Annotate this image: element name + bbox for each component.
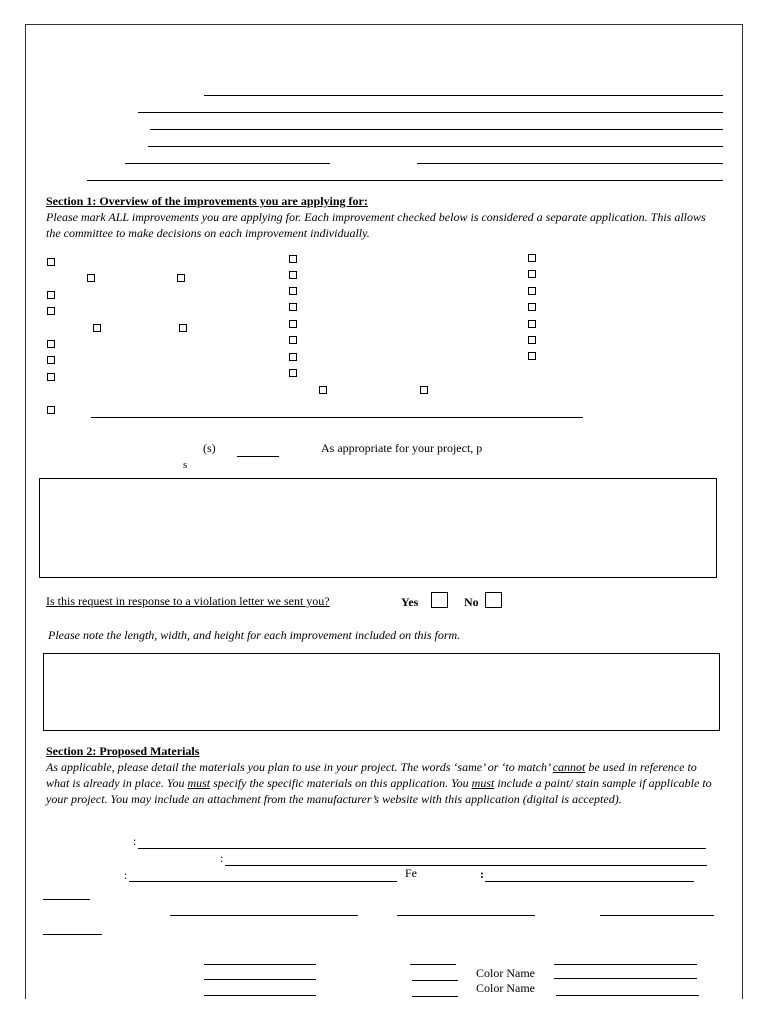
yes-label: Yes: [401, 595, 419, 609]
improvement-checkbox[interactable]: [528, 254, 536, 262]
material-line-5[interactable]: [43, 899, 90, 900]
section2-text-2: be used in reference to what is already in place. You: [46, 760, 697, 790]
color-line[interactable]: [410, 964, 456, 965]
header-line-5a[interactable]: [125, 163, 330, 164]
section1-heading: Section 1: Overview of the improvements you are applying for:: [46, 194, 368, 208]
improvement-checkbox[interactable]: [528, 303, 536, 311]
improvement-checkbox[interactable]: [289, 353, 297, 361]
improvement-checkbox[interactable]: [289, 287, 297, 295]
improvement-checkbox[interactable]: [289, 369, 297, 377]
improvement-checkbox[interactable]: [47, 340, 55, 348]
color-name-line-1[interactable]: [554, 964, 697, 965]
improvement-checkbox[interactable]: [319, 386, 327, 394]
material-line-4[interactable]: [485, 881, 694, 882]
dimensions-note: Please note the length, width, and height for each improvement included on this form.: [48, 628, 461, 642]
no-checkbox[interactable]: [485, 592, 502, 608]
color-name-line-2[interactable]: [556, 995, 699, 996]
header-line-3[interactable]: [150, 129, 723, 130]
color-line[interactable]: [204, 964, 316, 965]
improvement-checkbox[interactable]: [47, 307, 55, 315]
section1-instructions: Please mark ALL improvements you are applying for. Each improvement checked below is considered a separate application. This allows the committee to make decisions on each improvement individually.: [46, 210, 706, 240]
improvement-checkbox[interactable]: [289, 303, 297, 311]
header-line-5b[interactable]: [417, 163, 723, 164]
improvement-checkbox[interactable]: [289, 255, 297, 263]
cannot-emphasis: cannot: [552, 760, 586, 774]
must-emphasis-2: must: [471, 776, 495, 790]
count-label: (s): [203, 441, 216, 455]
improvement-checkbox[interactable]: [528, 320, 536, 328]
color-name-line-1b[interactable]: [554, 978, 697, 979]
section2-instructions: [46, 759, 718, 807]
improvement-checkbox-other[interactable]: [47, 406, 55, 414]
color-line[interactable]: [204, 979, 316, 980]
header-line-6[interactable]: [87, 180, 723, 181]
improvement-checkbox[interactable]: [93, 324, 101, 332]
improvement-checkbox[interactable]: [420, 386, 428, 394]
section2-text-4: include a paint/ stain sample if applicable to your project. You may include an attachment from the manufacturer’s website with this application (digital is accepted).: [46, 776, 712, 806]
project-description-box[interactable]: [39, 478, 717, 578]
dimensions-box[interactable]: [43, 653, 720, 731]
must-emphasis-1: must: [187, 776, 211, 790]
improvement-checkbox[interactable]: [528, 270, 536, 278]
material-line-2[interactable]: [225, 865, 707, 866]
improvement-checkbox[interactable]: [47, 291, 55, 299]
improvement-checkbox[interactable]: [179, 324, 187, 332]
improvement-checkbox[interactable]: [47, 373, 55, 381]
color-name-label-2: Color Name: [476, 981, 535, 995]
section2-heading: Section 2: Proposed Materials: [46, 744, 200, 758]
material-colon: :: [220, 851, 224, 865]
improvement-checkbox[interactable]: [528, 287, 536, 295]
violation-question: Is this request in response to a violation letter we sent you?: [46, 594, 330, 608]
material-colon: :: [133, 834, 137, 848]
color-line[interactable]: [412, 996, 458, 997]
improvement-checkbox[interactable]: [289, 320, 297, 328]
s-fragment: s: [183, 459, 188, 471]
improvement-checkbox[interactable]: [289, 271, 297, 279]
improvement-checkbox[interactable]: [47, 258, 55, 266]
improvement-checkbox[interactable]: [528, 336, 536, 344]
material-line-6[interactable]: [170, 915, 358, 916]
count-line[interactable]: [237, 456, 279, 457]
section2-text-1: As applicable, please detail the materials you plan to use in your project. The words ‘same’ or ‘to match’: [46, 760, 553, 774]
material-line-3[interactable]: [129, 881, 397, 882]
other-improvement-line[interactable]: [91, 417, 583, 418]
improvement-checkbox[interactable]: [47, 356, 55, 364]
header-line-1[interactable]: [204, 95, 723, 96]
material-line-1[interactable]: [138, 848, 706, 849]
color-line[interactable]: [412, 980, 458, 981]
material-line-7[interactable]: [397, 915, 535, 916]
improvement-checkbox[interactable]: [528, 352, 536, 360]
material-line-8[interactable]: [600, 915, 714, 916]
color-name-label-1: Color Name: [476, 966, 535, 980]
improvement-checkbox[interactable]: [177, 274, 185, 282]
no-label: No: [464, 595, 479, 609]
yes-checkbox[interactable]: [431, 592, 448, 608]
improvement-checkbox[interactable]: [87, 274, 95, 282]
header-line-2[interactable]: [138, 112, 723, 113]
material-colon: :: [124, 868, 128, 882]
fence-label: Fe: [405, 866, 417, 880]
color-line[interactable]: [204, 995, 316, 996]
header-line-4[interactable]: [148, 146, 723, 147]
material-colon: :: [480, 867, 484, 881]
material-line-9[interactable]: [43, 934, 102, 935]
appropriate-text: As appropriate for your project, p: [321, 441, 483, 455]
improvement-checkbox[interactable]: [289, 336, 297, 344]
section2-text-3: specify the specific materials on this application. You: [210, 776, 472, 790]
